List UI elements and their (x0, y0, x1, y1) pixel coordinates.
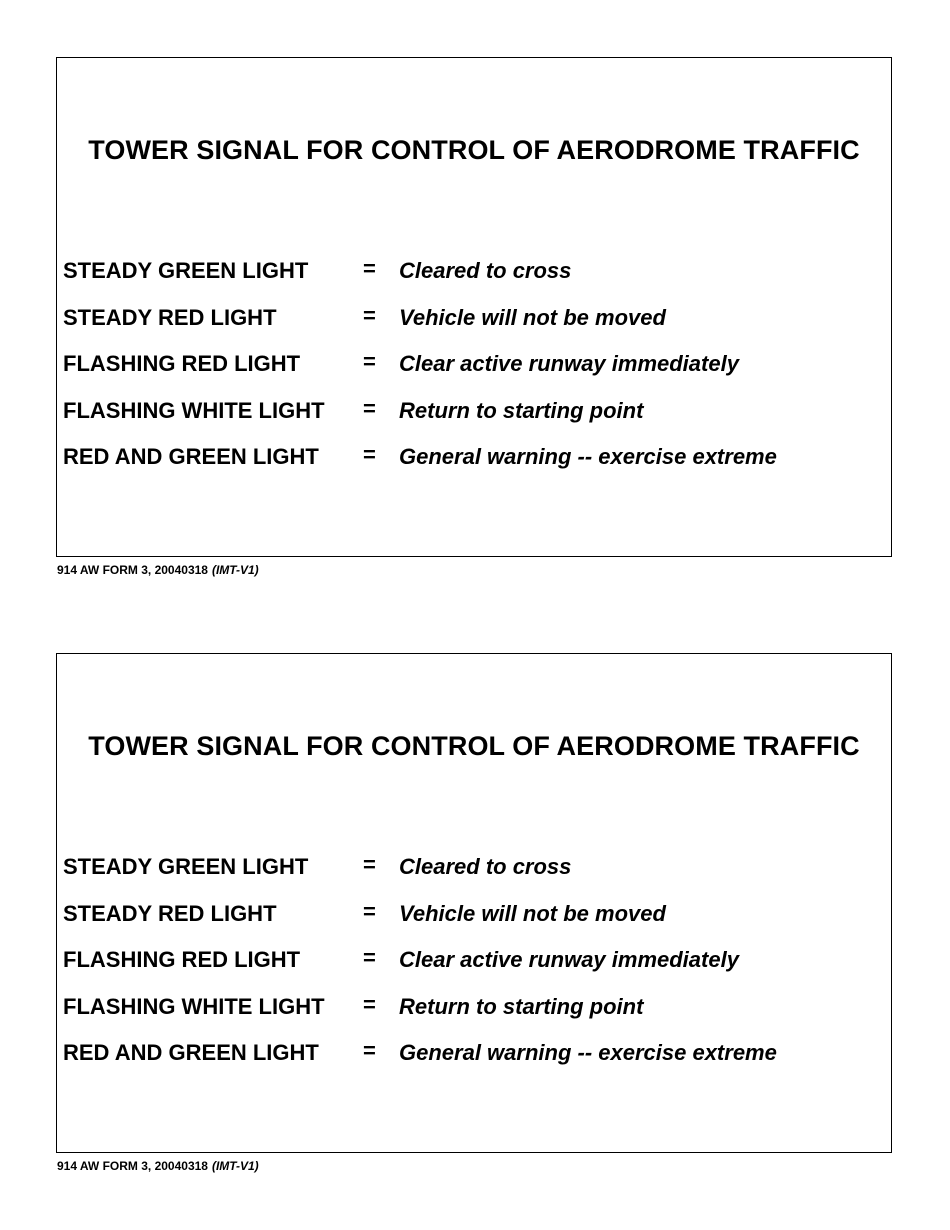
card-title: TOWER SIGNAL FOR CONTROL OF AERODROME TRAFFIC (88, 135, 860, 165)
card-title: TOWER SIGNAL FOR CONTROL OF AERODROME TRAFFIC (88, 731, 860, 761)
signal-meaning: Vehicle will not be moved (399, 900, 666, 926)
signal-light-name: FLASHING RED LIGHT (63, 351, 301, 376)
signal-meaning: General warning -- exercise extreme (399, 444, 777, 469)
signal-meaning: Clear active runway immediately (399, 947, 739, 972)
signal-row (63, 853, 883, 900)
equals-sign: = (363, 349, 376, 374)
form-version: (IMT-V1) (211, 1159, 259, 1173)
signal-meaning: General warning -- exercise extreme (399, 1040, 777, 1065)
signal-light-name: RED AND GREEN LIGHT (63, 444, 319, 469)
signal-light-name: STEADY RED LIGHT (63, 900, 277, 926)
equals-sign: = (363, 395, 376, 421)
signal-list (63, 853, 883, 1086)
equals-sign: = (363, 302, 376, 328)
signal-light-name: FLASHING RED LIGHT (63, 947, 301, 972)
equals-sign: = (363, 898, 376, 924)
equals-sign: = (363, 945, 376, 970)
signal-light-name: STEADY GREEN LIGHT (63, 258, 309, 283)
equals-sign: = (363, 852, 376, 877)
equals-sign: = (363, 256, 376, 281)
signal-row (63, 304, 883, 351)
signal-row (63, 443, 883, 490)
signal-list (63, 257, 883, 490)
form-id: 914 AW FORM 3, 20040318 (57, 1159, 208, 1173)
signal-meaning: Vehicle will not be moved (399, 304, 666, 330)
form-id: 914 AW FORM 3, 20040318 (57, 563, 208, 577)
signal-light-name: FLASHING WHITE LIGHT (63, 397, 325, 423)
signal-meaning: Return to starting point (399, 397, 644, 423)
signal-light-name: STEADY RED LIGHT (63, 304, 277, 330)
signal-meaning: Cleared to cross (399, 854, 572, 879)
signal-row (63, 946, 883, 993)
signal-light-name: STEADY GREEN LIGHT (63, 854, 309, 879)
signal-row (63, 1039, 883, 1086)
signal-meaning: Cleared to cross (399, 258, 572, 283)
signal-row (63, 900, 883, 947)
signal-light-name: RED AND GREEN LIGHT (63, 1040, 319, 1065)
signal-meaning: Return to starting point (399, 993, 644, 1019)
signal-meaning: Clear active runway immediately (399, 351, 739, 376)
form-version: (IMT-V1) (211, 563, 259, 577)
signal-row (63, 993, 883, 1040)
form-footer (57, 1159, 259, 1173)
equals-sign: = (363, 442, 376, 467)
signal-row (63, 397, 883, 444)
equals-sign: = (363, 991, 376, 1017)
form-footer (57, 563, 259, 577)
signal-row (63, 257, 883, 304)
signal-row (63, 350, 883, 397)
signal-card-1 (56, 57, 892, 557)
signal-card-2 (56, 653, 892, 1153)
equals-sign: = (363, 1038, 376, 1063)
signal-light-name: FLASHING WHITE LIGHT (63, 993, 325, 1019)
